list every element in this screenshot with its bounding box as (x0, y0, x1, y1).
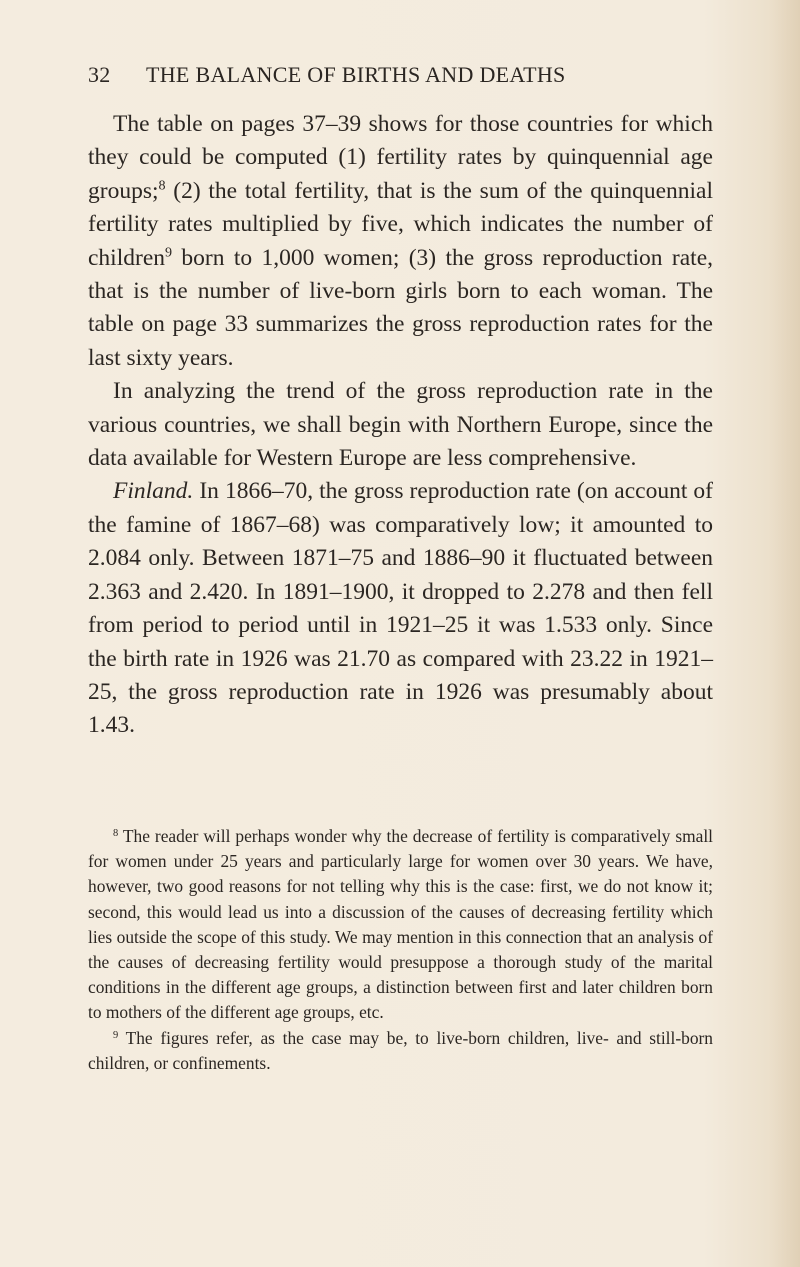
footnote-marker: 9 (113, 1029, 119, 1041)
running-title: THE BALANCE OF BIRTHS AND DEATHS (146, 62, 566, 87)
main-text (88, 108, 713, 743)
section-lead-finland: Finland. (113, 478, 194, 505)
footnote-marker: 8 (113, 827, 119, 839)
paragraph-2: In analyzing the trend of the gross reproduction rate in the various countries, we shall begin with Northern Europe, since the data available for Western Europe are less comprehensive. (88, 378, 713, 472)
footnote-9: $^9$ The figures refer, as the case may be, to live-born children, live- and still-born children, or confinements. (88, 1027, 713, 1073)
paragraph-1: The table on pages 37–39 shows for those countries for which they could be computed (1) fertility rates by quinquennial age groups;$^8$ (2) the total fertility, that is the sum of the quinquennial fertility rates multiplied by five, which indicates the number of children$^9$ born to 1,000 women; (3) the gross reproduction rate, that is the number of live-born girls born to each woman. The table on page 33 summarizes the gross reproduction rates for the last sixty years. (88, 111, 713, 371)
footnotes (88, 824, 713, 1076)
footnote-8: $^8$ The reader will perhaps wonder why the decrease of fertility is comparatively small for women under 25 years and particularly large for women over 30 years. We have, however, two good reasons for not telling why this is the case: first, we do not know it; second, this would lead us into a discussion of the causes of decreasing fertility which lies outside the scope of this study. We may mention in this connection that an analysis of the causes of decreasing fertility would presuppose a thorough study of the marital conditions in the different age groups, a distinction between first and later children born to mothers of the different age groups, etc. (88, 826, 713, 1023)
page-number: 32 (88, 62, 111, 87)
running-header (88, 62, 708, 88)
footnote-ref-9[interactable]: 9 (165, 244, 173, 261)
footnote-ref-8[interactable]: 8 (158, 177, 166, 194)
paragraph-3: Finland. In 1866–70, the gross reproduction rate (on account of the famine of 1867–68) was comparatively low; it amounted to 2.084 only. Between 1871–75 and 1886–90 it fluctuated between 2.363 and 2.420. In 1891–1900, it dropped to 2.278 and then fell from period to period until in 1921–25 it was 1.533 only. Since the birth rate in 1926 was 21.70 as compared with 23.22 in 1921–25, the gross reproduction rate in 1926 was presumably about 1.43. (88, 478, 713, 739)
